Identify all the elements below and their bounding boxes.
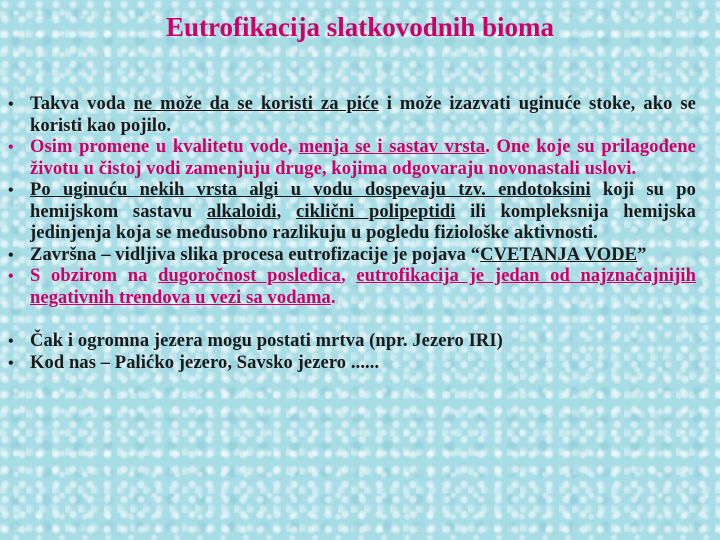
bullet-4-text-b: ” — [637, 244, 647, 265]
bullet-4-underlined: CVETANJA VODE — [480, 244, 638, 265]
bullet-5-underlined-b: eutrofikacija je jedan od najznačajnijih negativnih trendova u vezi sa vodama — [30, 266, 696, 308]
slide-title: Eutrofikacija slatkovodnih bioma — [165, 12, 555, 42]
bullet-7-text: Kod nas – Palićko jezero, Savsko jezero ...... — [30, 352, 380, 373]
bullet-icon: • — [8, 96, 14, 113]
bullet-item-6 — [8, 331, 696, 353]
bullet-4-text-a: Završna – vidljiva slika procesa eutrofizacije je pojava “ — [30, 244, 481, 265]
bullet-icon: • — [8, 354, 14, 372]
bullet-item-4 — [8, 245, 696, 267]
bullet-5-text-a: S obzirom na — [30, 266, 159, 286]
bullet-3-polipeptidi: ciklični polipeptidi — [296, 201, 456, 222]
bullet-5-comma: , — [341, 266, 357, 286]
bullet-item-7 — [8, 353, 696, 375]
bullet-3-text-a: koji su po hemijskom sastavu — [30, 180, 697, 222]
spacer — [8, 309, 696, 331]
bullet-3-underlined: Po uginuću nekih vrsta algi u vodu dospevaju tzv. endotoksini — [30, 180, 591, 200]
bullet-6-text: Čak i ogromna jezera mogu postati mrtva (npr. Jezero IRI) — [30, 331, 503, 351]
bullet-icon: • — [8, 246, 14, 264]
bullet-1-underlined: ne može da se koristi za piće — [133, 94, 379, 114]
bullet-1-text-a: Takva voda — [30, 94, 134, 114]
bullet-2-text-a: Osim promene u kvalitetu vode, — [30, 137, 299, 157]
bullet-item-3 — [8, 180, 696, 245]
bullet-icon: • — [8, 333, 14, 350]
bullet-3-comma: , — [276, 201, 297, 222]
bullet-5-period: . — [330, 287, 336, 308]
bullet-item-2 — [8, 137, 696, 180]
bullet-2-text-b: . One koje su prilagođene životu u čistoj vodi zamenjuju druge, kojima odgovaraju novonastali uslovi. — [30, 137, 696, 179]
bullet-2-underlined: menja se i sastav vrsta — [298, 137, 486, 157]
bullet-icon: • — [8, 268, 14, 285]
bullet-3-text-b: ili kompleksnija hemijska jedinjenja koja se međusobno razlikuju u pogledu fiziološke aktivnosti. — [30, 201, 697, 243]
bullet-3-alkaloidi: alkaloidi — [206, 201, 277, 222]
bullet-icon: • — [8, 182, 14, 199]
bullet-item-5 — [8, 266, 696, 309]
bullet-item-1 — [8, 94, 696, 137]
bullet-icon: • — [8, 139, 14, 156]
bullet-5-underlined-a: dugoročnost posledica — [158, 266, 341, 286]
bullet-list — [8, 94, 696, 374]
bullet-1-text-b: i može izazvati uginuće stoke, ako se koristi kao pojilo. — [30, 94, 696, 136]
